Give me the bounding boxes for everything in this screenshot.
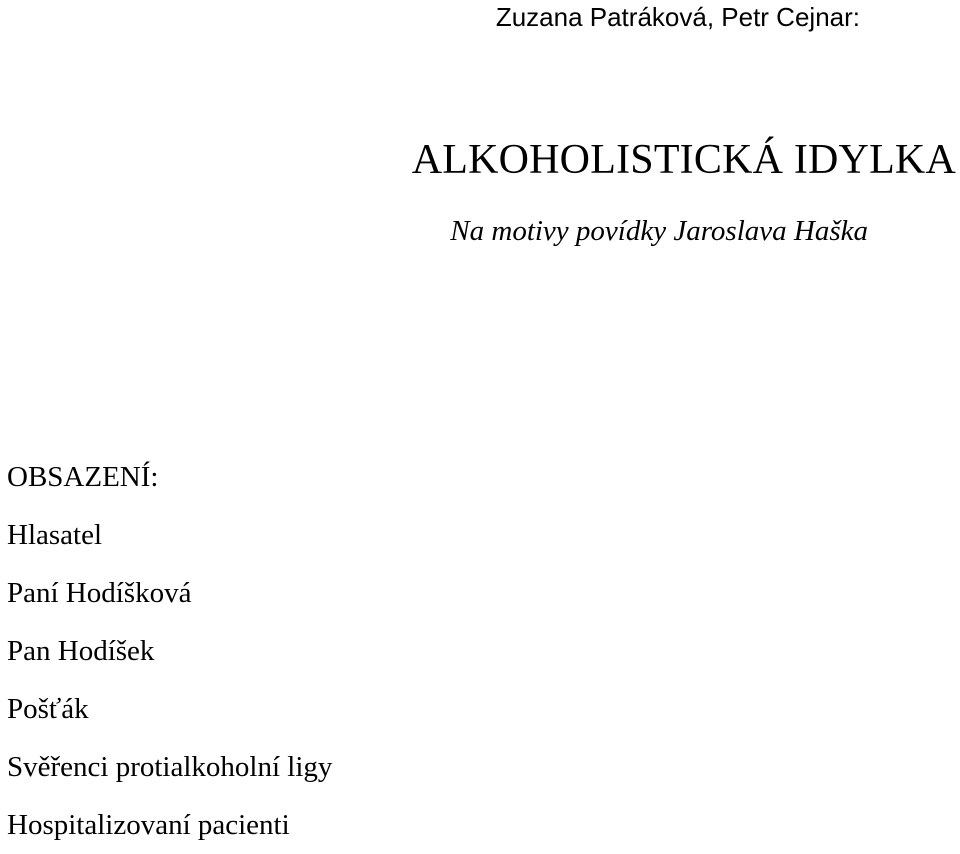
cast-member: Pan Hodíšek (7, 635, 155, 667)
cast-section (7, 448, 907, 854)
cast-heading: OBSAZENÍ: (7, 461, 159, 493)
cast-member: Hospitalizovaní pacienti (7, 809, 290, 841)
cast-member: Hlasatel (7, 519, 103, 551)
authors-line: Zuzana Patráková, Petr Cejnar: (495, 2, 860, 32)
play-title: ALKOHOLISTICKÁ IDYLKA (411, 137, 956, 183)
cast-list (7, 506, 907, 854)
cast-member: Pošťák (7, 693, 89, 725)
cast-member: Svěřenci protialkoholní ligy (7, 751, 333, 783)
cast-member: Paní Hodíšková (7, 577, 192, 609)
play-subtitle: Na motivy povídky Jaroslava Haška (450, 215, 868, 247)
